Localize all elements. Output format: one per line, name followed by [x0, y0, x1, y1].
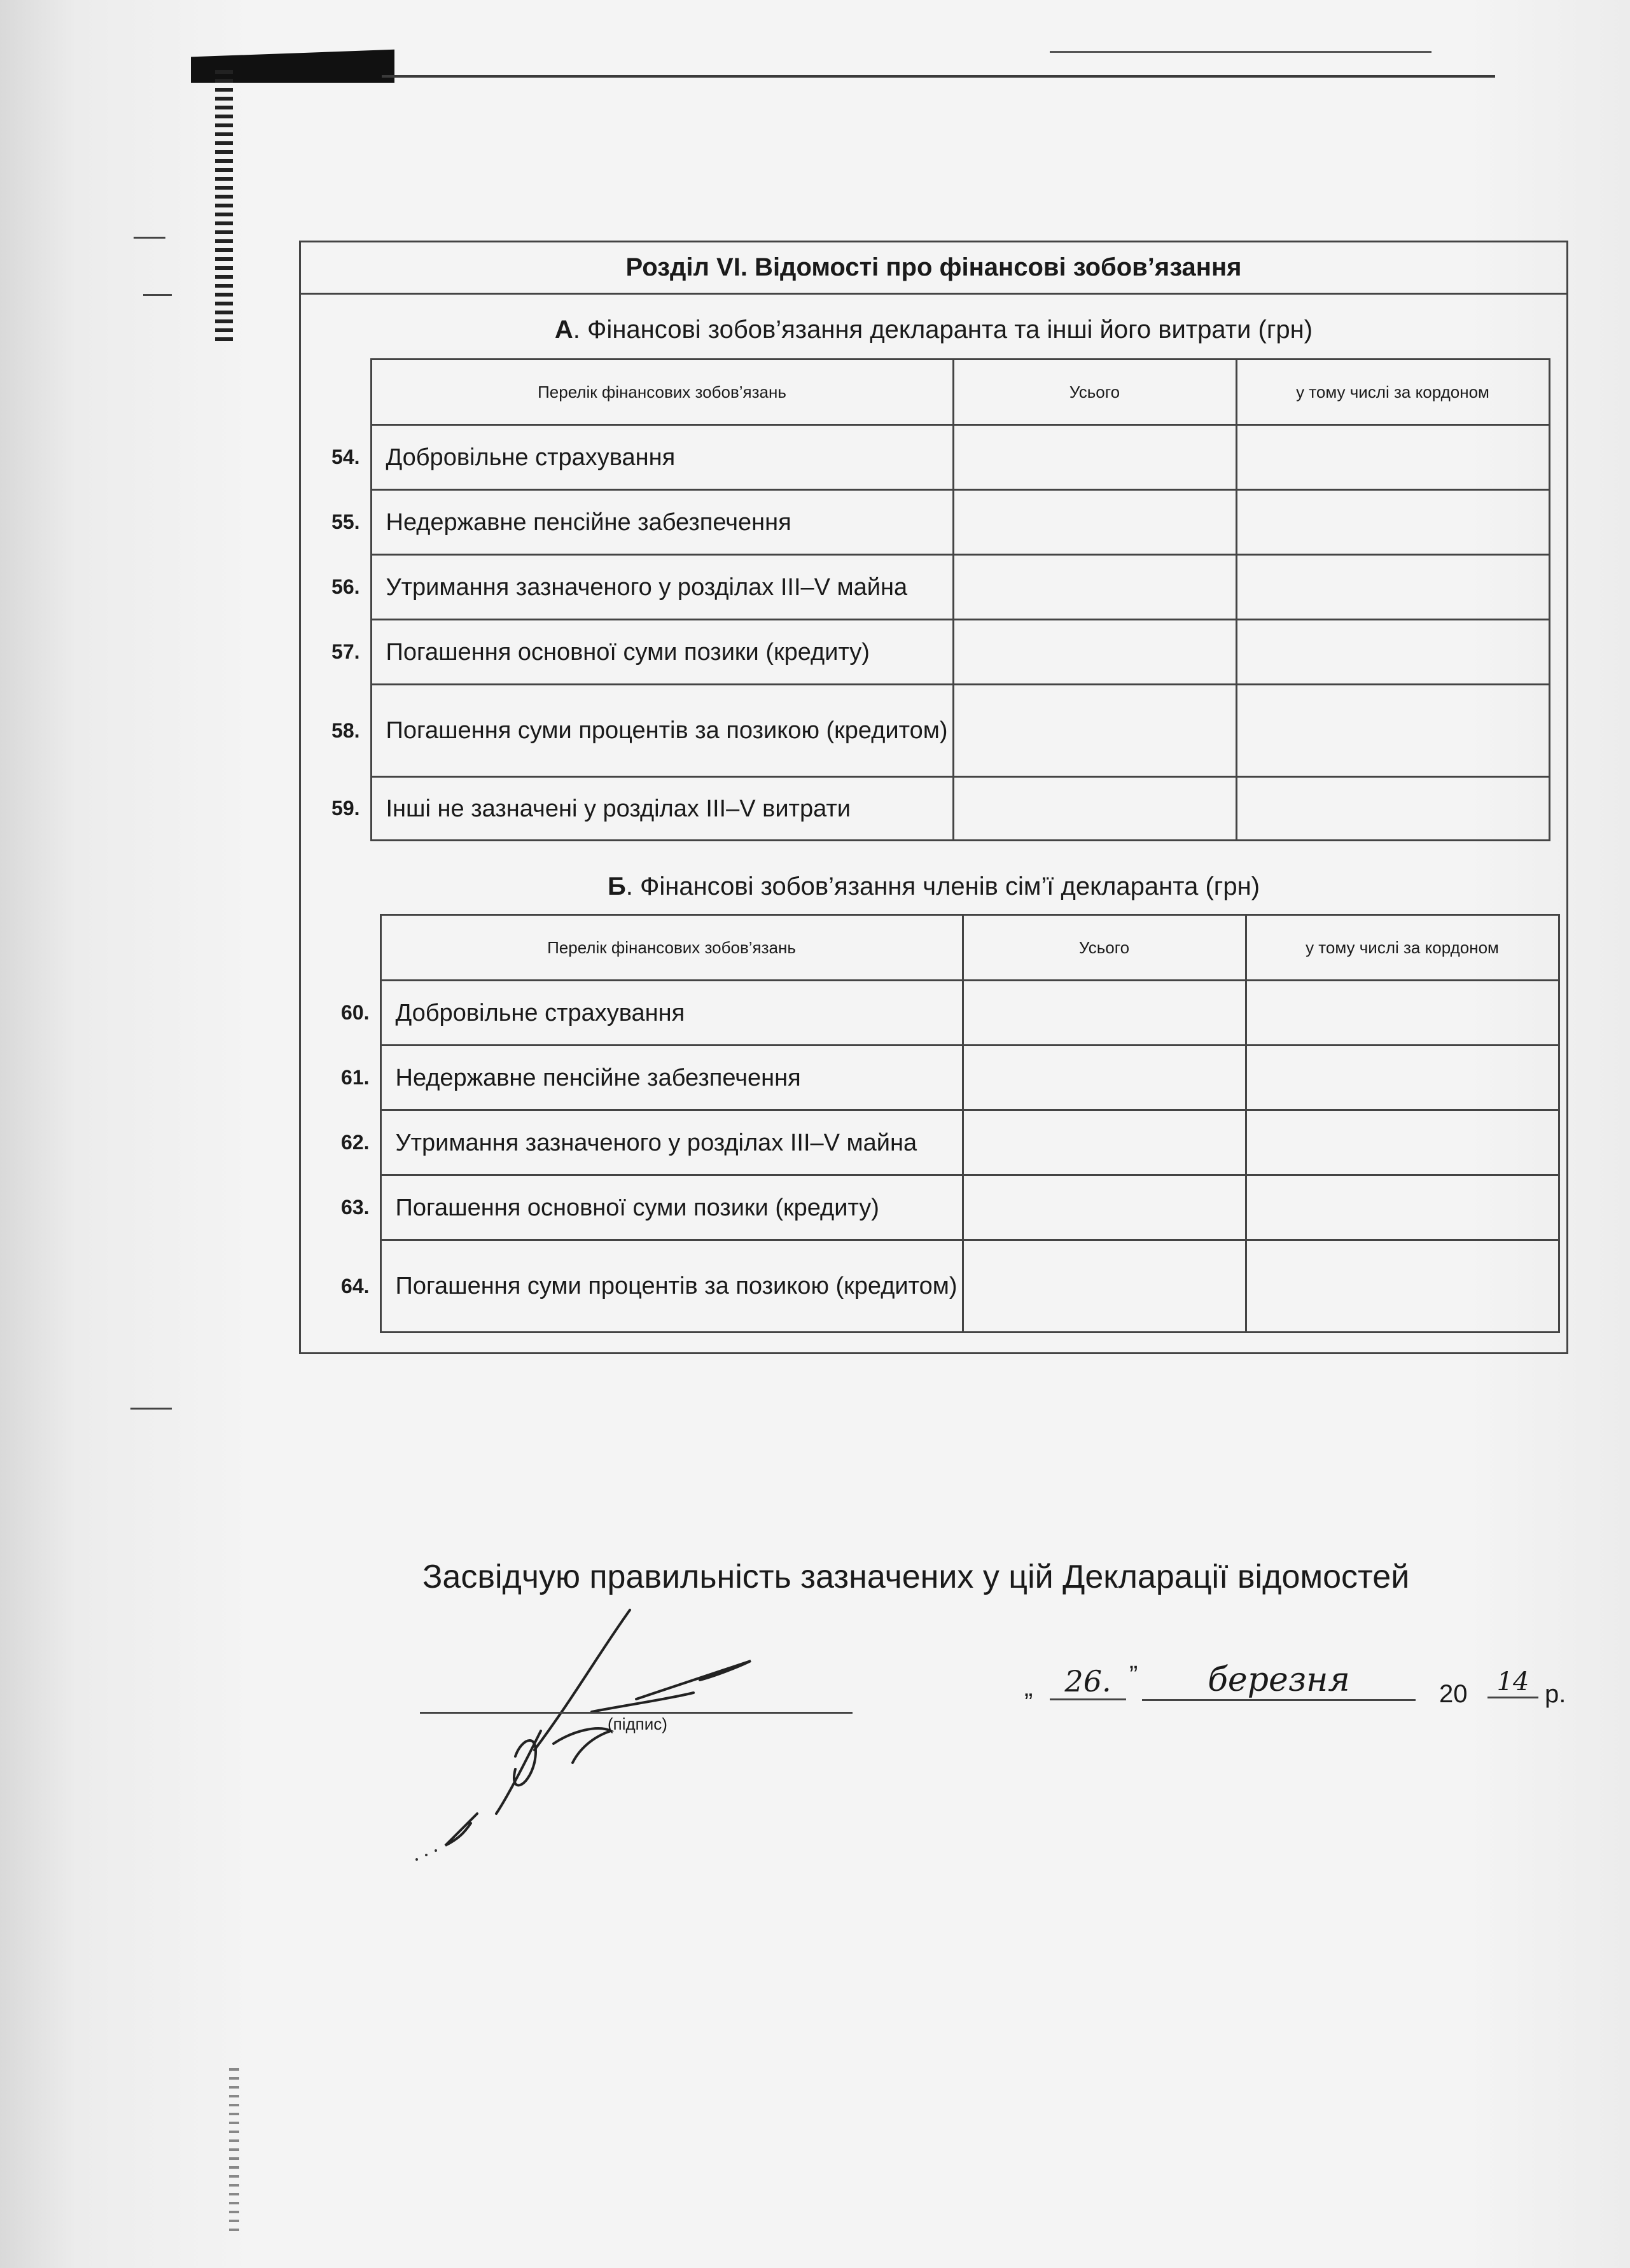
table-row — [320, 425, 1549, 490]
row-label: Добровільне страхування — [371, 425, 953, 490]
abroad-cell — [1236, 425, 1549, 490]
total-cell — [963, 1240, 1246, 1333]
abroad-cell — [1246, 1046, 1559, 1110]
table-b — [330, 914, 1560, 1333]
table-b-heading — [301, 872, 1566, 901]
scan-artifact-dash — [134, 237, 165, 239]
row-label: Погашення основної суми позики (кредиту) — [380, 1175, 963, 1240]
row-label: Погашення суми процентів за позикою (кредитом) — [371, 685, 953, 777]
date-year-century: 20 — [1439, 1680, 1468, 1708]
column-header-total: Усього — [963, 915, 1246, 981]
section-vi-financial-obligations — [299, 241, 1568, 1354]
row-number: 64. — [330, 1240, 380, 1333]
scan-artifact-dash — [130, 1408, 172, 1410]
table-row — [320, 490, 1549, 555]
total-cell — [963, 1110, 1246, 1175]
row-number: 58. — [320, 685, 371, 777]
row-number: 60. — [330, 981, 380, 1046]
table-b-title: . Фінансові зобов’язання членів сім’ї декларанта (грн) — [625, 872, 1260, 900]
row-number: 54. — [320, 425, 371, 490]
table-row — [330, 1046, 1559, 1110]
abroad-cell — [1246, 981, 1559, 1046]
table-a-heading — [301, 316, 1566, 344]
abroad-cell — [1236, 620, 1549, 685]
total-cell — [953, 490, 1236, 555]
handwritten-signature — [382, 1604, 865, 1871]
row-label: Добровільне страхування — [380, 981, 963, 1046]
abroad-cell — [1236, 555, 1549, 620]
table-row — [320, 620, 1549, 685]
row-number: 61. — [330, 1046, 380, 1110]
row-number-spacer — [320, 360, 371, 425]
total-cell — [953, 425, 1236, 490]
row-number: 56. — [320, 555, 371, 620]
row-number: 59. — [320, 777, 371, 841]
date-year-suffix: 14 — [1487, 1667, 1538, 1698]
row-number-spacer — [330, 915, 380, 981]
table-row — [320, 685, 1549, 777]
column-header-obligations: Перелік фінансових зобов’язань — [380, 915, 963, 981]
total-cell — [963, 1046, 1246, 1110]
abroad-cell — [1236, 685, 1549, 777]
total-cell — [953, 685, 1236, 777]
total-cell — [963, 981, 1246, 1046]
signature-line — [420, 1712, 853, 1714]
scan-artifact-perforation — [215, 70, 233, 344]
date-quote-open: „ — [1024, 1674, 1033, 1702]
table-a-title: . Фінансові зобов’язання декларанта та інші його витрати (грн) — [573, 316, 1313, 344]
scan-artifact-perforation-low — [229, 2068, 239, 2234]
date-day: 26. — [1050, 1664, 1126, 1700]
abroad-cell — [1246, 1110, 1559, 1175]
scan-artifact-edge-line-top — [1050, 51, 1431, 53]
table-a-letter: А — [554, 316, 573, 344]
abroad-cell — [1246, 1175, 1559, 1240]
table-row — [330, 981, 1559, 1046]
row-number: 63. — [330, 1175, 380, 1240]
abroad-cell — [1236, 777, 1549, 841]
table-b-letter: Б — [607, 872, 626, 900]
total-cell — [953, 777, 1236, 841]
table-row — [330, 1110, 1559, 1175]
signature-caption: (підпис) — [608, 1714, 667, 1733]
total-cell — [953, 555, 1236, 620]
section-title: Розділ VI. Відомості про фінансові зобов’язання — [301, 242, 1566, 295]
table-a-header-row — [320, 360, 1549, 425]
total-cell — [953, 620, 1236, 685]
row-label: Утримання зазначеного у розділах III–V майна — [380, 1110, 963, 1175]
date-month: березня — [1142, 1661, 1416, 1701]
total-cell — [963, 1175, 1246, 1240]
abroad-cell — [1246, 1240, 1559, 1333]
table-b-header-row — [330, 915, 1559, 981]
certification-statement: Засвідчую правильність зазначених у цій Декларації відомостей — [422, 1558, 1410, 1595]
row-number: 57. — [320, 620, 371, 685]
abroad-cell — [1236, 490, 1549, 555]
row-label: Погашення суми процентів за позикою (кредитом) — [380, 1240, 963, 1333]
table-row — [320, 777, 1549, 841]
table-a — [320, 358, 1550, 841]
row-label: Утримання зазначеного у розділах III–V майна — [371, 555, 953, 620]
scan-artifact-dash — [143, 294, 172, 296]
row-label: Інші не зазначені у розділах III–V витрати — [371, 777, 953, 841]
table-row — [330, 1240, 1559, 1333]
column-header-total: Усього — [953, 360, 1236, 425]
column-header-obligations: Перелік фінансових зобов’язань — [371, 360, 953, 425]
row-number: 55. — [320, 490, 371, 555]
table-row — [330, 1175, 1559, 1240]
row-label: Погашення основної суми позики (кредиту) — [371, 620, 953, 685]
date-year-unit: р. — [1545, 1680, 1566, 1708]
row-number: 62. — [330, 1110, 380, 1175]
row-label: Недержавне пенсійне забезпечення — [371, 490, 953, 555]
scan-artifact-edge-line — [382, 75, 1495, 78]
row-label: Недержавне пенсійне забезпечення — [380, 1046, 963, 1110]
date-quote-close: ” — [1129, 1661, 1138, 1689]
table-row — [320, 555, 1549, 620]
column-header-abroad: у тому числі за кордоном — [1246, 915, 1559, 981]
column-header-abroad: у тому числі за кордоном — [1236, 360, 1549, 425]
